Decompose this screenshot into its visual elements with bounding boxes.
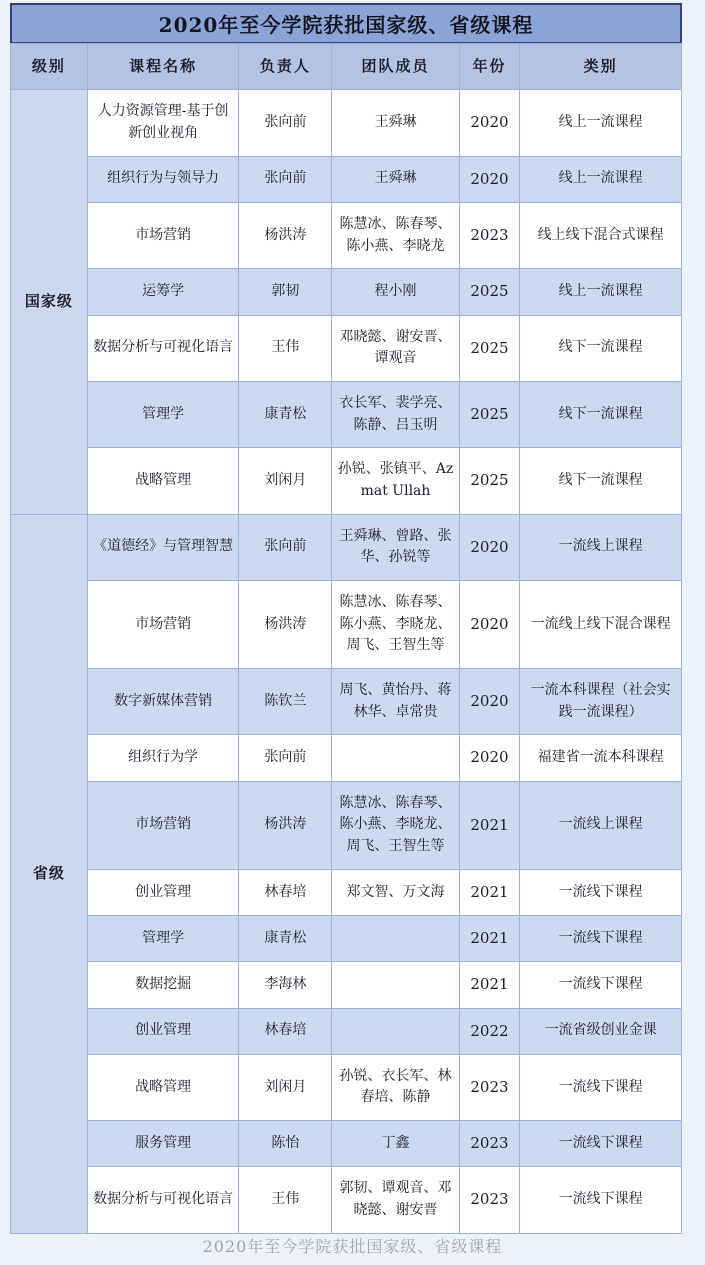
course-cell: 数据分析与可视化语言 [87,1167,239,1233]
table-row [11,916,682,962]
footer [0,1234,705,1265]
table-row [11,669,682,735]
leader-cell: 郭韧 [239,269,332,315]
course-cell: 数据分析与可视化语言 [87,315,239,381]
table-row [11,90,682,156]
table-row [11,448,682,514]
category-cell: 线下一流课程 [520,448,682,514]
year-cell: 2023 [459,202,520,268]
course-cell: 数字新媒体营销 [87,669,239,735]
leader-cell: 林春培 [239,1008,332,1054]
category-cell: 一流线下课程 [520,1121,682,1167]
year-cell: 2021 [459,962,520,1008]
table-row [11,202,682,268]
category-cell: 线下一流课程 [520,315,682,381]
leader-cell: 张向前 [239,735,332,781]
leader-cell: 康青松 [239,381,332,447]
year-cell: 2023 [459,1167,520,1233]
table-row [11,1008,682,1054]
category-cell: 线上线下混合式课程 [520,202,682,268]
category-cell: 线上一流课程 [520,156,682,202]
course-cell: 运筹学 [87,269,239,315]
category-cell: 一流线下课程 [520,962,682,1008]
team-cell: 孙锐、张镇平、Azmat Ullah [332,448,459,514]
table-row [11,381,682,447]
table-row [11,735,682,781]
year-cell: 2020 [459,90,520,156]
table-row [11,1121,682,1167]
category-cell: 福建省一流本科课程 [520,735,682,781]
team-cell [332,962,459,1008]
course-cell: 管理学 [87,916,239,962]
course-cell: 数据挖掘 [87,962,239,1008]
category-cell: 一流本科课程（社会实践一流课程） [520,669,682,735]
course-cell: 市场营销 [87,781,239,869]
team-cell [332,916,459,962]
year-cell: 2021 [459,781,520,869]
leader-cell: 陈怡 [239,1121,332,1167]
course-cell: 人力资源管理-基于创新创业视角 [87,90,239,156]
course-cell: 战略管理 [87,1054,239,1120]
year-cell: 2020 [459,156,520,202]
course-cell: 管理学 [87,381,239,447]
column-header: 团队成员 [332,44,459,90]
year-cell: 2021 [459,869,520,915]
table-row [11,156,682,202]
course-cell: 战略管理 [87,448,239,514]
leader-cell: 王伟 [239,315,332,381]
level-cell: 省级 [11,514,88,1233]
level-cell: 国家级 [11,90,88,514]
table-title-bar [10,3,682,43]
course-cell: 市场营销 [87,581,239,669]
team-cell: 陈慧冰、陈春琴、陈小燕、李晓龙、周飞、王智生等 [332,581,459,669]
course-cell: 创业管理 [87,1008,239,1054]
table-row [11,1167,682,1233]
year-cell: 2025 [459,448,520,514]
course-cell: 《道德经》与管理智慧 [87,514,239,580]
team-cell: 王舜琳 [332,90,459,156]
leader-cell: 林春培 [239,869,332,915]
team-cell: 丁鑫 [332,1121,459,1167]
year-cell: 2025 [459,381,520,447]
leader-cell: 杨洪涛 [239,781,332,869]
category-cell: 一流线上课程 [520,781,682,869]
year-cell: 2020 [459,735,520,781]
leader-cell: 陈钦兰 [239,669,332,735]
category-cell: 线上一流课程 [520,90,682,156]
table-row [11,781,682,869]
course-cell: 组织行为学 [87,735,239,781]
column-header: 负责人 [239,44,332,90]
team-cell: 周飞、黄怡丹、蒋林华、卓常贵 [332,669,459,735]
year-cell: 2023 [459,1054,520,1120]
leader-cell: 张向前 [239,90,332,156]
course-table-body [11,90,682,1234]
team-cell: 陈慧冰、陈春琴、陈小燕、李晓龙 [332,202,459,268]
table-row [11,269,682,315]
team-cell: 程小刚 [332,269,459,315]
category-cell: 一流线上线下混合课程 [520,581,682,669]
leader-cell: 刘闲月 [239,448,332,514]
category-cell: 一流线下课程 [520,869,682,915]
leader-cell: 李海林 [239,962,332,1008]
course-table-sheet [10,3,682,1234]
year-cell: 2025 [459,269,520,315]
year-cell: 2025 [459,315,520,381]
table-row [11,962,682,1008]
course-cell: 服务管理 [87,1121,239,1167]
category-cell: 线下一流课程 [520,381,682,447]
table-row [11,581,682,669]
header-row [11,44,682,90]
year-cell: 2020 [459,514,520,580]
footer-caption: 2020年至今学院获批国家级、省级课程 [202,1236,503,1256]
category-cell: 一流线下课程 [520,916,682,962]
column-header: 级别 [11,44,88,90]
table-row [11,315,682,381]
leader-cell: 张向前 [239,156,332,202]
team-cell: 王舜琳 [332,156,459,202]
table-row [11,1054,682,1120]
course-cell: 组织行为与领导力 [87,156,239,202]
leader-cell: 刘闲月 [239,1054,332,1120]
leader-cell: 杨洪涛 [239,581,332,669]
team-cell: 郑文智、万文海 [332,869,459,915]
team-cell: 邓晓懿、谢安晋、谭观音 [332,315,459,381]
team-cell: 衣长军、裴学亮、陈静、吕玉明 [332,381,459,447]
year-cell: 2022 [459,1008,520,1054]
team-cell [332,735,459,781]
team-cell [332,1008,459,1054]
table-title: 2020年至今学院获批国家级、省级课程 [158,13,534,37]
year-cell: 2020 [459,669,520,735]
year-cell: 2021 [459,916,520,962]
category-cell: 一流线上课程 [520,514,682,580]
team-cell: 陈慧冰、陈春琴、陈小燕、李晓龙、周飞、王智生等 [332,781,459,869]
category-cell: 线上一流课程 [520,269,682,315]
leader-cell: 杨洪涛 [239,202,332,268]
team-cell: 王舜琳、曾路、张华、孙锐等 [332,514,459,580]
category-cell: 一流线下课程 [520,1054,682,1120]
year-cell: 2020 [459,581,520,669]
team-cell: 郭韧、谭观音、邓晓懿、谢安晋 [332,1167,459,1233]
course-cell: 创业管理 [87,869,239,915]
course-table [10,43,682,1234]
category-cell: 一流省级创业金课 [520,1008,682,1054]
column-header: 类别 [520,44,682,90]
year-cell: 2023 [459,1121,520,1167]
team-cell: 孙锐、衣长军、林春培、陈静 [332,1054,459,1120]
course-cell: 市场营销 [87,202,239,268]
category-cell: 一流线下课程 [520,1167,682,1233]
table-row [11,869,682,915]
leader-cell: 康青松 [239,916,332,962]
leader-cell: 王伟 [239,1167,332,1233]
column-header: 年份 [459,44,520,90]
table-row [11,514,682,580]
column-header: 课程名称 [87,44,239,90]
leader-cell: 张向前 [239,514,332,580]
